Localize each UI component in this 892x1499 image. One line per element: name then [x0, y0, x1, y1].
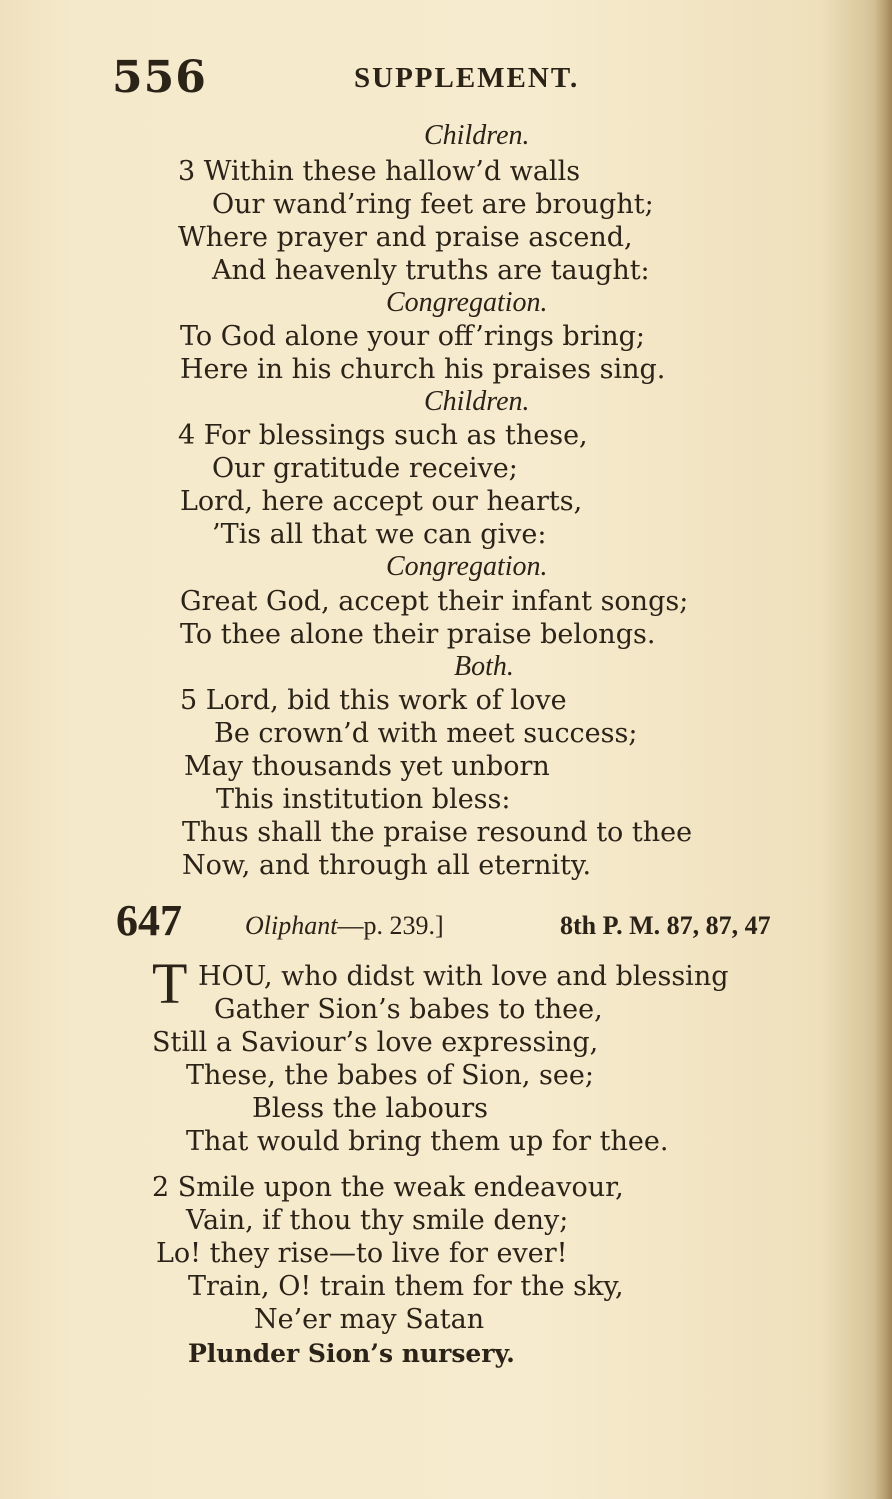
role-label: Congregation.	[386, 287, 548, 318]
verse-line: Great God, accept their infant songs;	[180, 586, 689, 617]
verse-line: 3 Within these hallow’d walls	[178, 156, 581, 187]
page-number: 556	[112, 52, 207, 103]
verse-line: Lo! they rise—to live for ever!	[156, 1238, 568, 1269]
verse-line: To God alone your off’rings bring;	[180, 321, 646, 352]
verse-line: HOU, who didst with love and blessing	[198, 961, 729, 992]
page-edge-shadow	[874, 0, 892, 1499]
running-title: SUPPLEMENT.	[354, 62, 580, 94]
verse-line: 5 Lord, bid this work of love	[180, 685, 567, 716]
verse-line: 4 For blessings such as these,	[178, 420, 588, 451]
tune-name: Oliphant	[245, 911, 338, 940]
verse-line: Gather Sion’s babes to thee,	[214, 994, 603, 1025]
verse-line: That would bring them up for thee.	[186, 1126, 669, 1157]
verse-line: May thousands yet unborn	[184, 751, 550, 782]
verse-line: Still a Saviour’s love expressing,	[152, 1027, 599, 1058]
verse-line: And heavenly truths are taught:	[212, 255, 650, 286]
tune-page: —p. 239.]	[337, 911, 444, 940]
verse-line: Plunder Sion’s nursery.	[188, 1339, 515, 1368]
verse-line: 2 Smile upon the weak endeavour,	[152, 1172, 624, 1203]
verse-line: This institution bless:	[216, 784, 511, 815]
verse-line: Where prayer and praise ascend,	[178, 222, 633, 253]
verse-line: ’Tis all that we can give:	[212, 519, 547, 550]
tune-reference	[245, 911, 444, 941]
verse-line: Our wand’ring feet are brought;	[212, 189, 654, 220]
role-label: Children.	[424, 120, 530, 151]
hymn-number: 647	[116, 896, 182, 945]
verse-line: Ne’er may Satan	[254, 1304, 485, 1335]
verse-line: Lord, here accept our hearts,	[180, 486, 583, 517]
verse-line: Our gratitude receive;	[212, 453, 518, 484]
verse-line: To thee alone their praise belongs.	[180, 619, 656, 650]
verse-line: Be crown’d with meet success;	[214, 718, 638, 749]
role-label: Congregation.	[386, 551, 548, 582]
verse-line: Now, and through all eternity.	[182, 850, 592, 881]
role-label: Children.	[424, 386, 530, 417]
verse-line: Bless the labours	[252, 1093, 488, 1124]
role-label: Both.	[454, 651, 514, 682]
verse-line: Vain, if thou thy smile deny;	[186, 1205, 569, 1236]
verse-line: These, the babes of Sion, see;	[186, 1060, 594, 1091]
verse-line: Thus shall the praise resound to thee	[182, 817, 693, 848]
meter: 8th P. M. 87, 87, 47	[560, 911, 771, 940]
drop-cap: T	[152, 951, 188, 1016]
verse-line: Here in his church his praises sing.	[180, 354, 666, 385]
verse-line: Train, O! train them for the sky,	[188, 1271, 624, 1302]
